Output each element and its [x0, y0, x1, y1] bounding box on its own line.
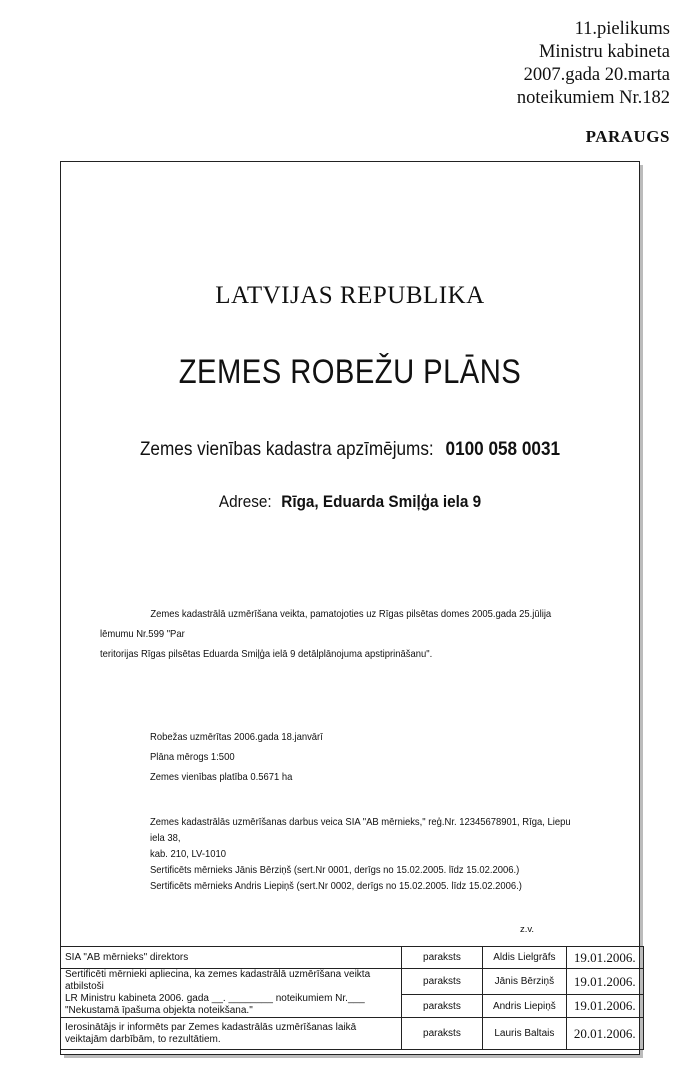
signature-description: Ierosinātājs ir informēts par Zemes kadastrālās uzmērīšanas laikā veiktajām darbībām, to rezultātiem. — [61, 1018, 402, 1050]
survey-text-line-2: teritorijas Rīgas pilsētas Eduarda Smiļģa ielā 9 detālplānojuma apstiprināšanu". — [100, 648, 433, 660]
signature-row — [61, 947, 644, 969]
surveyor-2: Sertificēts mērnieks Andris Liepiņš (sert.Nr 0002, derīgs no 15.02.2005. līdz 15.02.2006.) — [150, 880, 522, 892]
address — [89, 492, 611, 512]
surveyor-1: Sertificēts mērnieks Jānis Bērziņš (sert.Nr 0001, derīgs no 15.02.2005. līdz 15.02.2006.) — [150, 864, 520, 876]
signature-table — [60, 946, 644, 1050]
signature-row — [61, 969, 644, 995]
address-label: Adrese: — [218, 492, 272, 511]
republic-heading: LATVIJAS REPUBLIKA — [215, 282, 485, 309]
survey-works-info — [150, 814, 587, 894]
frame-shadow-right — [640, 165, 643, 1057]
signer-name: Lauris Baltais — [483, 1018, 566, 1050]
cadastre-value: 0100 058 0031 — [445, 438, 561, 460]
signature-label: paraksts — [401, 995, 482, 1018]
signature-label: paraksts — [401, 1018, 482, 1050]
plan-title: ZEMES ROBEŽU PLĀNS — [178, 353, 522, 391]
survey-basis-text — [100, 604, 582, 664]
cadastre-label: Zemes vienības kadastra apzīmējums: — [139, 438, 434, 460]
frame-shadow-bottom — [64, 1055, 643, 1058]
land-area: Zemes vienības platība 0.5671 ha — [150, 771, 293, 783]
annex-regulation: noteikumiem Nr.182 — [516, 88, 670, 108]
signature-description: SIA "AB mērnieks" direktors — [61, 947, 402, 969]
stamp-mark: z.v. — [520, 924, 535, 935]
annex-cabinet: Ministru kabineta — [538, 42, 670, 62]
signer-name: Jānis Bērziņš — [483, 969, 566, 995]
signature-label: paraksts — [401, 969, 482, 995]
address-value: Rīga, Eduarda Smiļģa iela 9 — [281, 492, 482, 511]
annex-number: 11.pielikums — [574, 19, 670, 39]
signature-label: paraksts — [401, 947, 482, 969]
annex-date: 2007.gada 20.marta — [523, 65, 670, 85]
works-line-2: kab. 210, LV-1010 — [150, 848, 227, 860]
annex-header — [517, 18, 670, 110]
cadastre-designation — [95, 438, 605, 461]
signature-row — [61, 1018, 644, 1050]
plan-scale: Plāna mērogs 1:500 — [150, 751, 235, 763]
signature-date: 19.01.2006. — [566, 969, 643, 995]
signature-date: 19.01.2006. — [566, 995, 643, 1018]
signer-name: Aldis Lielgrāfs — [483, 947, 566, 969]
works-line-1: Zemes kadastrālās uzmērīšanas darbus veica SIA "AB mērnieks," reģ.Nr. 12345678901, Rīga, Liepu iela 38, — [150, 816, 571, 844]
boundary-date: Robežas uzmērītas 2006.gada 18.janvārī — [150, 731, 323, 743]
signature-description: Sertificēti mērnieki apliecina, ka zemes kadastrālā uzmērīšana veikta atbilstoši LR Ministru kabineta 2006. gada __. ________ noteikumiem Nr.___ "Nekustamā īpašuma objekta noteikšana." — [61, 969, 402, 1018]
survey-text-line-1: Zemes kadastrālā uzmērīšana veikta, pamatojoties uz Rīgas pilsētas domes 2005.gada 25.jūlija lēmumu Nr.599 "Par — [100, 608, 552, 640]
sample-label: PARAUGS — [585, 127, 670, 146]
signature-date: 19.01.2006. — [566, 947, 643, 969]
signature-date: 20.01.2006. — [566, 1018, 643, 1050]
signer-name: Andris Liepiņš — [483, 995, 566, 1018]
